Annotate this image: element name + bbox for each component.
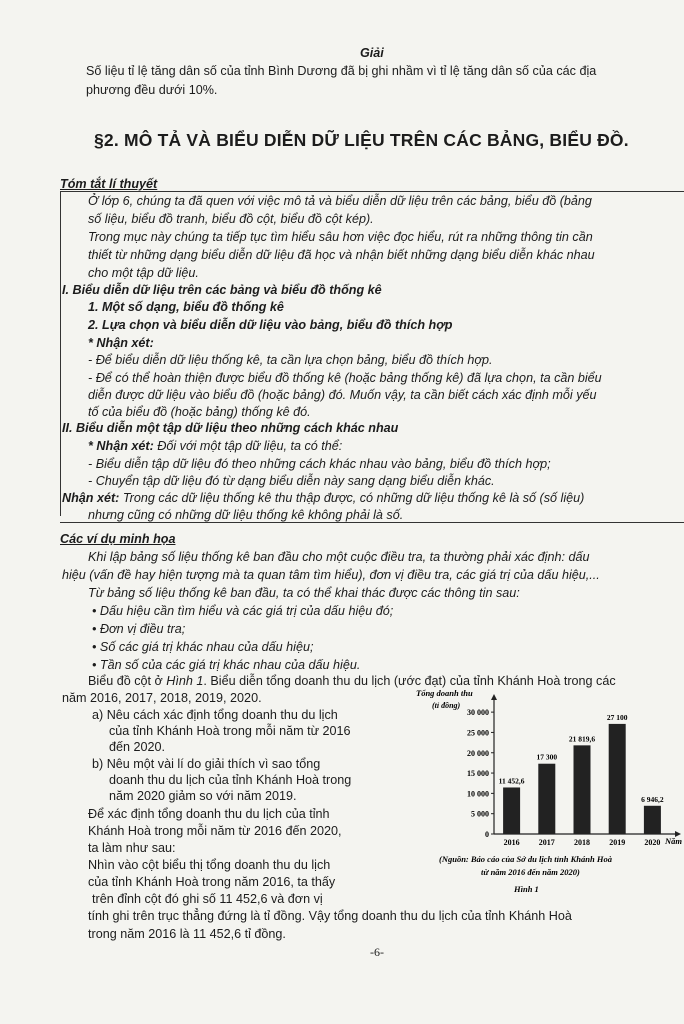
bullet-item-4: • Tần số của các giá trị khác nhau của dấu hiệu. xyxy=(92,658,361,672)
question-a-line-2: của tỉnh Khánh Hoà trong mỗi năm từ 2016 xyxy=(109,724,351,738)
part-1-sub-2: 2. Lựa chọn và biểu diễn dữ liệu vào bảng, biểu đồ thích hợp xyxy=(88,318,453,332)
chart-x-tick-label: 2020 xyxy=(644,838,661,847)
remark-3-label: Nhận xét: xyxy=(62,491,120,505)
section-title: §2. MÔ TẢ VÀ BIỂU DIỄN DỮ LIỆU TRÊN CÁC BẢNG, BIỂU ĐỒ. xyxy=(94,130,629,150)
question-a-line-1: a) Nêu cách xác định tổng doanh thu du lịch xyxy=(92,708,338,722)
closing-line-1: tính ghi trên trục thẳng đứng là tỉ đồng. Vậy tổng doanh thu du lịch của tỉnh Khánh Hoà xyxy=(88,909,572,923)
bullet-item-2: • Đơn vị điều tra; xyxy=(92,622,186,636)
chart-x-tick-label: 2017 xyxy=(538,838,555,847)
chart-source-line-1: (Nguồn: Báo cáo của Sở du lịch tỉnh Khánh Hoà xyxy=(439,854,612,864)
question-b-line-2: doanh thu du lịch của tỉnh Khánh Hoà trong xyxy=(109,773,352,787)
question-b-line-3: năm 2020 giảm so với năm 2019. xyxy=(109,789,297,803)
summary-bottom-rule xyxy=(60,522,684,523)
solution-text-5: của tỉnh Khánh Hoà trong năm 2016, ta thấy xyxy=(88,875,336,889)
summary-intro-1: Ở lớp 6, chúng ta đã quen với việc mô tả và biểu diễn dữ liệu trên các bảng, biểu đồ (bảng xyxy=(88,194,592,208)
solution-text-3: ta làm như sau: xyxy=(88,841,176,855)
solution-text-2: Khánh Hoà trong mỗi năm từ 2016 đến 2020, xyxy=(88,824,342,838)
remark-1-line-4: tố của biểu đồ (hoặc bảng) thống kê đó. xyxy=(88,405,311,419)
summary-intro-5: cho một tập dữ liệu. xyxy=(88,266,199,280)
summary-intro-3: Trong mục này chúng ta tiếp tục tìm hiểu sâu hơn việc đọc hiểu, rút ra những thông tin cần xyxy=(88,230,593,244)
part-1-sub-1: 1. Một số dạng, biểu đồ thống kê xyxy=(88,300,284,314)
bar-chart xyxy=(408,686,684,902)
remark-1-line-3: diễn được dữ liệu vào biểu đồ (hoặc bảng) đó. Muốn vậy, ta cần biết cách xác định mỗi yếu xyxy=(88,388,597,402)
solution-line-1: Số liệu tỉ lệ tăng dân số của tỉnh Bình Dương đã bị ghi nhầm vì tỉ lệ tăng dân số của các địa xyxy=(86,64,597,78)
part-1-title: I. Biểu diễn dữ liệu trên các bảng và biểu đồ thống kê xyxy=(62,283,382,297)
solution-text-6: trên đỉnh cột đó ghi số 11 452,6 và đơn vị xyxy=(92,892,323,906)
solution-line-2: phương đều dưới 10%. xyxy=(86,83,218,97)
chart-value-label: 27 100 xyxy=(606,712,628,722)
remark-2 xyxy=(88,437,342,455)
remark-2-line-2: - Chuyển tập dữ liệu đó từ dạng biểu diễn này sang dạng biểu diễn khác. xyxy=(88,474,495,488)
page-number: -6- xyxy=(370,945,384,959)
chart-bar xyxy=(503,787,520,834)
examples-intro-3: Từ bảng số liệu thống kê ban đầu, ta có thể khai thác được các thông tin sau: xyxy=(88,586,520,600)
chart-value-label: 6 946,2 xyxy=(641,794,664,804)
summary-left-border xyxy=(60,191,61,516)
bullet-icon: • xyxy=(92,604,97,618)
chart-y-tick-label: 30 000 xyxy=(467,708,489,718)
chart-x-tick-label: 2016 xyxy=(503,838,520,847)
chart-y-tick-label: 5 000 xyxy=(471,809,489,819)
chart-y-tick-label: 10 000 xyxy=(467,789,489,799)
chart-value-label: 21 819,6 xyxy=(568,734,596,744)
chart-bar xyxy=(609,724,626,834)
bullet-icon: • xyxy=(92,658,97,672)
chart-x-axis-label: Năm xyxy=(665,836,682,846)
remark-1-line-1: - Để biểu diễn dữ liệu thống kê, ta cần lựa chọn bảng, biểu đồ thích hợp. xyxy=(88,353,493,367)
chart-y-tick-label: 20 000 xyxy=(467,748,489,758)
remark-2-text: Đối với một tập dữ liệu, ta có thể: xyxy=(153,439,343,453)
bullet-item-1: • Dấu hiệu cần tìm hiểu và các giá trị của dấu hiệu đó; xyxy=(92,604,394,618)
chart-bar xyxy=(538,764,555,834)
chart-x-tick-label: 2018 xyxy=(574,838,590,847)
chart-source-line-2: từ năm 2016 đến năm 2020) xyxy=(481,867,580,877)
remark-1-label: * Nhận xét: xyxy=(88,336,154,350)
problem-line-1: Biểu đồ cột ở Hình 1. Biểu diễn tổng doanh thu du lịch (ước đạt) của tỉnh Khánh Hoà trong các xyxy=(88,674,616,688)
figure-caption: Hình 1 xyxy=(514,884,539,894)
remark-1-line-2: - Để có thể hoàn thiện được biểu đồ thống kê (hoặc bảng thống kê) đã lựa chọn, ta cần biểu xyxy=(88,371,602,385)
examples-intro-2: hiệu (vấn đề hay hiện tượng mà ta quan tâm tìm hiểu), đơn vị điều tra, các giá trị của dấu hiệu,... xyxy=(62,568,600,582)
examples-heading: Các ví dụ minh họa xyxy=(60,532,176,546)
chart-y-tick-label: 25 000 xyxy=(467,728,489,738)
chart-value-label: 11 452,6 xyxy=(498,776,525,786)
chart-y-axis-arrow xyxy=(491,694,497,700)
remark-2-label: * Nhận xét: xyxy=(88,439,154,453)
bullet-icon: • xyxy=(92,622,97,636)
summary-intro-2: số liệu, biểu đồ tranh, biểu đồ cột, biểu đồ cột kép). xyxy=(88,212,374,226)
examples-intro-1: Khi lập bảng số liệu thống kê ban đầu cho một cuộc điều tra, ta thường phải xác định: dấu xyxy=(88,550,590,564)
solution-title: Giải xyxy=(360,46,384,60)
chart-y-axis-unit: (tỉ đồng) xyxy=(432,701,461,710)
chart-bar xyxy=(644,806,661,834)
bullet-icon: • xyxy=(92,640,97,654)
remark-3-text: Trong các dữ liệu thống kê thu thập được, có những dữ liệu thống kê là số (số liệu) xyxy=(119,491,585,505)
figure-ref: Hình 1 xyxy=(166,674,204,688)
summary-intro-4: thiết từ những dạng biểu diễn dữ liệu đã học và nhận biết những dạng biểu diễn khác nhau xyxy=(88,248,595,262)
chart-bar xyxy=(574,745,591,834)
chart-y-tick-label: 15 000 xyxy=(467,769,489,779)
remark-2-line-1: - Biểu diễn tập dữ liệu đó theo những cách khác nhau vào bảng, biểu đồ thích hợp; xyxy=(88,457,551,471)
question-a-line-3: đến 2020. xyxy=(109,740,166,754)
remark-3 xyxy=(62,489,584,507)
summary-heading: Tóm tắt lí thuyết xyxy=(60,177,158,191)
closing-line-2: trong năm 2016 là 11 452,6 tỉ đồng. xyxy=(88,927,286,941)
problem-line-2: năm 2016, 2017, 2018, 2019, 2020. xyxy=(62,691,262,705)
solution-text-1: Để xác định tổng doanh thu du lịch của tỉnh xyxy=(88,807,330,821)
question-b-line-1: b) Nêu một vài lí do giải thích vì sao tổng xyxy=(92,757,321,771)
part-2-title: II. Biểu diễn một tập dữ liệu theo những cách khác nhau xyxy=(62,421,399,435)
chart-x-tick-label: 2019 xyxy=(609,838,626,847)
chart-value-label: 17 300 xyxy=(536,752,558,762)
chart-y-axis-label: Tổng doanh thu xyxy=(416,688,473,698)
remark-3-line-2: nhưng cũng có những dữ liệu thống kê không phải là số. xyxy=(88,508,404,522)
bullet-item-3: • Số các giá trị khác nhau của dấu hiệu; xyxy=(92,640,314,654)
solution-text-4: Nhìn vào cột biểu thị tổng doanh thu du lịch xyxy=(88,858,331,872)
chart-y-tick-label: 0 xyxy=(485,830,489,839)
